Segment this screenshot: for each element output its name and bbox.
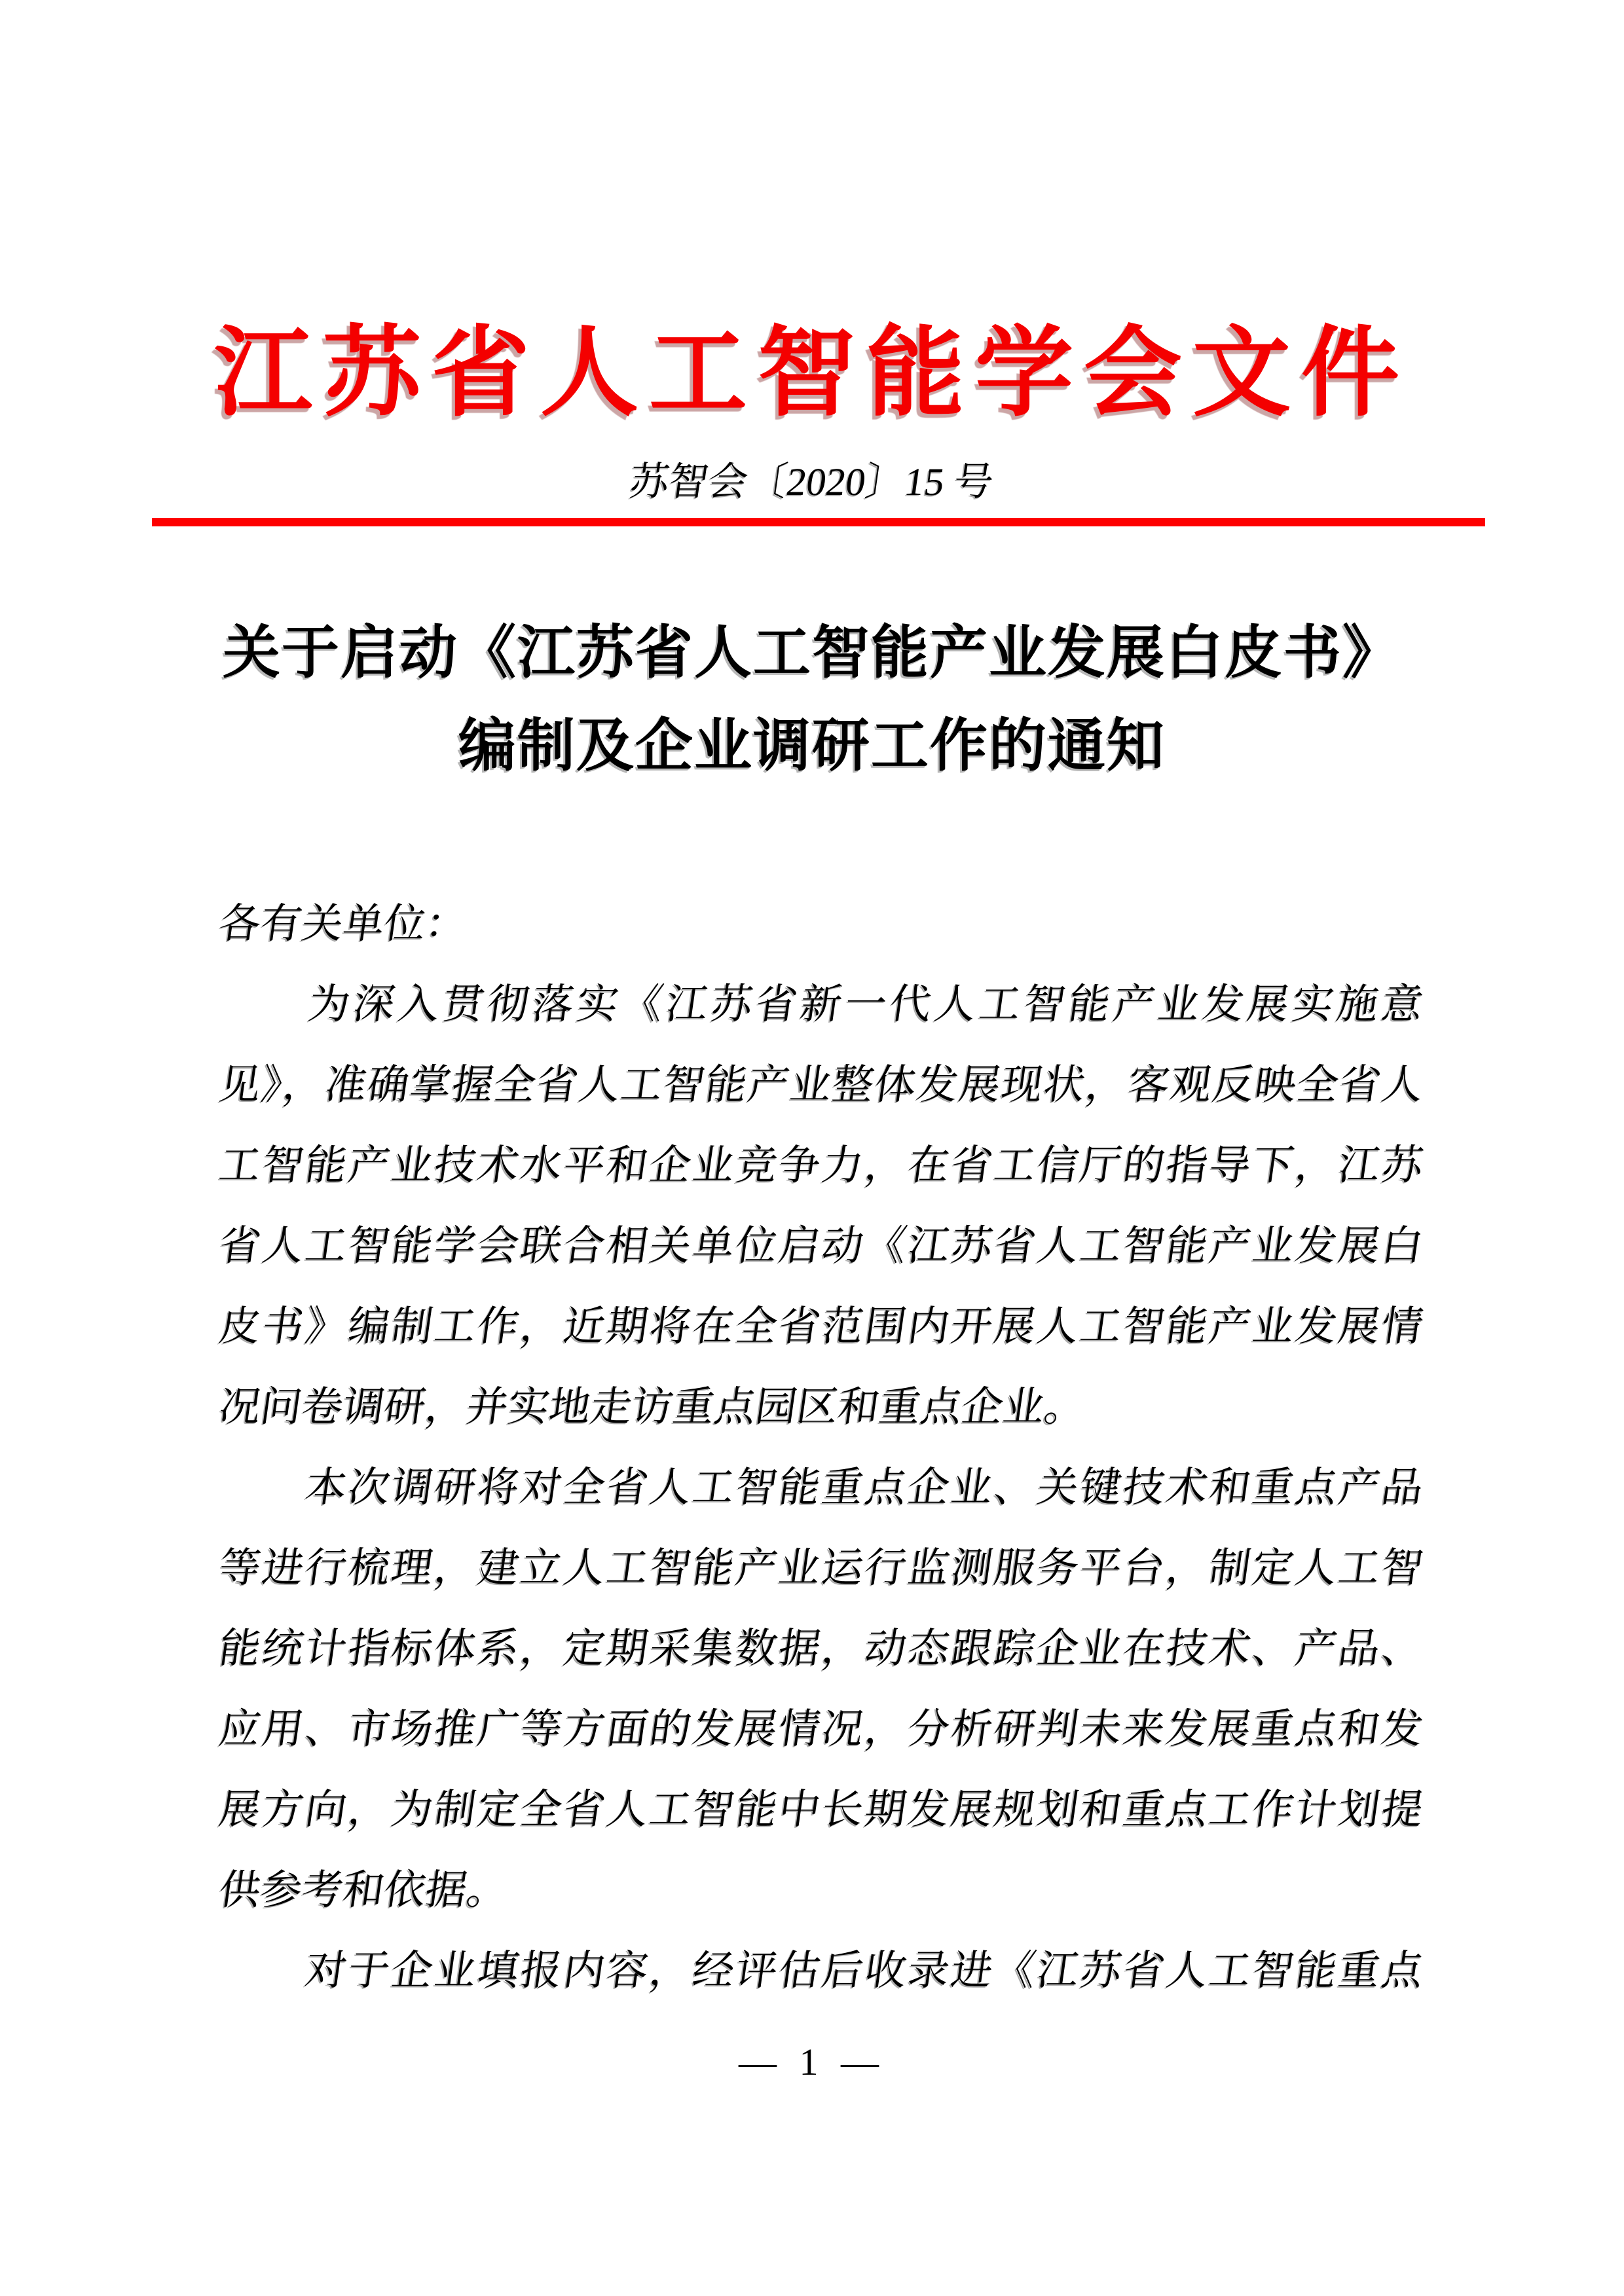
body-line: 况问卷调研，并实地走访重点园区和重点企业。 [216,1384,1089,1430]
page-number: — 1 — [739,2041,885,2083]
notice-title [0,608,1624,793]
body-line: 供参考和依据。 [216,1867,511,1913]
body-line: 省人工智能学会联合相关单位启动《江苏省人工智能产业发展白 [216,1223,1426,1269]
body-line: 各有关单位： [216,901,470,947]
red-separator-line [152,518,1485,526]
body-line: 工智能产业技术水平和企业竞争力，在省工信厅的指导下，江苏 [216,1142,1426,1188]
body-line: 能统计指标体系，定期采集数据，动态跟踪企业在技术、产品、 [216,1626,1426,1671]
letterhead-org-title: 江苏省人工智能学会文件 [213,319,1410,428]
notice-title-line2: 编制及企业调研工作的通知 [458,715,1166,778]
body-line: 本次调研将对全省人工智能重点企业、关键技术和重点产品 [216,1465,1426,1510]
body-line: 为深入贯彻落实《江苏省新一代人工智能产业发展实施意 [216,981,1426,1027]
body-line: 对于企业填报内容，经评估后收录进《江苏省人工智能重点 [216,1948,1426,1994]
body-line: 展方向，为制定全省人工智能中长期发展规划和重点工作计划提 [216,1787,1426,1832]
body-line: 皮书》编制工作，近期将在全省范围内开展人工智能产业发展情 [216,1303,1426,1349]
notice-title-line1: 关于启动《江苏省人工智能产业发展白皮书》 [222,622,1401,685]
body-text [216,884,1426,2011]
document-number: 苏智会〔2020〕15 号 [627,460,997,503]
body-line: 见》，准确掌握全省人工智能产业整体发展现状，客观反映全省人 [216,1062,1426,1108]
body-line: 等进行梳理，建立人工智能产业运行监测服务平台，制定人工智 [216,1545,1426,1591]
body-line: 应用、市场推广等方面的发展情况，分析研判未来发展重点和发 [216,1706,1426,1752]
